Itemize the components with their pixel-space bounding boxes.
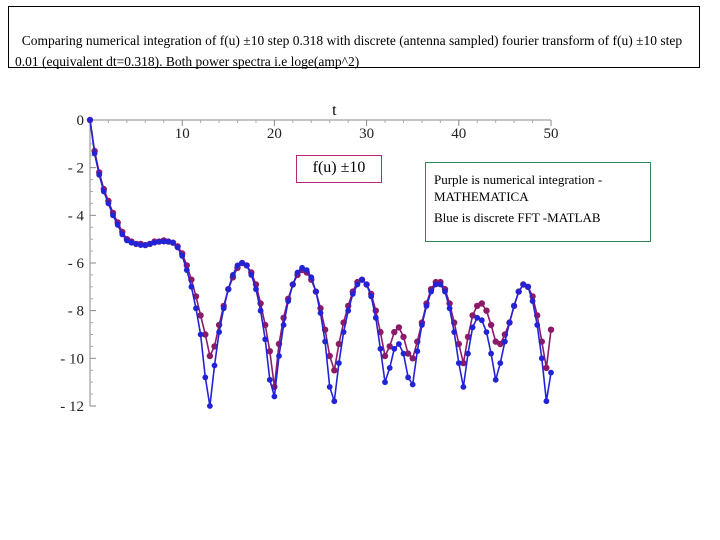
data-point xyxy=(387,365,393,371)
y-tick-label: - 10 xyxy=(60,351,84,368)
data-point xyxy=(267,377,273,383)
data-point xyxy=(391,346,397,352)
data-point xyxy=(396,341,402,347)
y-tick-label: - 8 xyxy=(67,303,84,320)
data-point xyxy=(419,322,425,328)
data-point xyxy=(212,363,218,369)
data-point xyxy=(341,329,347,335)
data-point xyxy=(198,332,204,338)
data-point xyxy=(359,277,365,283)
data-point xyxy=(368,294,374,300)
data-point xyxy=(516,289,522,295)
data-point xyxy=(345,308,351,314)
data-point xyxy=(336,360,342,366)
data-point xyxy=(110,212,116,218)
data-point xyxy=(410,382,416,388)
data-point xyxy=(465,351,471,357)
data-point xyxy=(96,172,102,178)
x-tick-label: 20 xyxy=(266,126,282,142)
data-point xyxy=(400,334,406,340)
y-tick-label: - 6 xyxy=(67,256,84,272)
data-point xyxy=(405,375,411,381)
y-tick-label: - 2 xyxy=(67,160,84,177)
data-point xyxy=(479,300,485,306)
data-point xyxy=(488,351,494,357)
data-point xyxy=(479,317,485,323)
data-point xyxy=(456,360,462,366)
data-point xyxy=(207,403,213,409)
data-point xyxy=(378,346,384,352)
legend-purple-text: Purple is numerical integration - MATHEMATICA xyxy=(434,172,603,204)
data-point xyxy=(539,355,545,361)
function-label-text: f(u) ±10 xyxy=(312,159,366,176)
data-point xyxy=(331,398,337,404)
data-point xyxy=(497,360,503,366)
data-point xyxy=(170,240,176,246)
function-label xyxy=(296,155,382,183)
data-point xyxy=(262,336,268,342)
data-point xyxy=(258,308,264,314)
data-point xyxy=(483,308,489,314)
data-point xyxy=(184,267,190,273)
data-point xyxy=(401,351,407,357)
data-point xyxy=(428,289,434,295)
data-point xyxy=(295,270,301,276)
data-point xyxy=(544,398,550,404)
data-point xyxy=(414,348,420,354)
data-point xyxy=(101,189,107,195)
data-point xyxy=(502,339,508,345)
data-point xyxy=(106,201,112,207)
chart-axes xyxy=(60,102,558,415)
data-point xyxy=(216,329,222,335)
data-point xyxy=(493,377,499,383)
data-point xyxy=(308,274,314,280)
data-point xyxy=(244,263,250,269)
data-point xyxy=(355,282,361,288)
data-point xyxy=(548,370,554,376)
data-point xyxy=(484,329,490,335)
data-point xyxy=(304,267,310,273)
data-point xyxy=(179,253,185,259)
data-point xyxy=(225,286,231,292)
data-point xyxy=(511,303,517,309)
data-point xyxy=(193,305,199,311)
data-point xyxy=(470,325,476,331)
data-point xyxy=(92,151,98,157)
data-point xyxy=(276,353,282,359)
data-point xyxy=(534,322,540,328)
data-point xyxy=(461,384,467,390)
data-point xyxy=(530,298,536,304)
y-tick-label: - 4 xyxy=(67,208,84,225)
data-point xyxy=(285,298,291,304)
data-point xyxy=(221,305,227,311)
data-point xyxy=(318,310,324,316)
data-point xyxy=(391,329,397,335)
data-point xyxy=(373,315,379,321)
y-tick-label: - 12 xyxy=(60,399,84,415)
data-point xyxy=(253,286,259,292)
data-point xyxy=(543,365,549,371)
legend-blue-text: Blue is discrete FFT -MATLAB xyxy=(434,210,601,225)
data-point xyxy=(230,272,236,278)
caption-text: Comparing numerical integration of f(u) ±10 step 0.318 with discrete (antenna sampled) fourier transform of f(u) ±10 step 0.01 (equivalent dt=0.318). Both power spectra i.e loge(amp^2) xyxy=(15,33,686,69)
data-point xyxy=(281,322,287,328)
data-point xyxy=(87,117,93,123)
data-point xyxy=(272,394,278,400)
data-point xyxy=(189,284,195,290)
data-point xyxy=(248,272,254,278)
x-tick-label: 10 xyxy=(174,126,190,142)
data-point xyxy=(382,379,388,385)
data-point xyxy=(207,353,213,359)
data-point xyxy=(488,322,494,328)
data-point xyxy=(364,282,370,288)
data-point xyxy=(410,355,416,361)
data-point xyxy=(507,320,513,326)
data-point xyxy=(313,289,319,295)
data-point xyxy=(438,282,444,288)
data-point xyxy=(525,284,531,290)
data-point xyxy=(115,222,121,228)
data-point xyxy=(350,291,356,297)
data-point xyxy=(331,367,337,373)
data-point xyxy=(322,339,328,345)
legend-box xyxy=(425,162,651,242)
data-point xyxy=(175,245,181,251)
data-point xyxy=(442,289,448,295)
x-tick-label: 40 xyxy=(451,126,467,142)
x-tick-label: 50 xyxy=(543,126,559,142)
data-point xyxy=(396,324,402,330)
data-point xyxy=(119,232,125,238)
data-point xyxy=(447,305,453,311)
x-tick-label: 30 xyxy=(359,126,375,142)
y-tick-label: 0 xyxy=(76,113,84,129)
x-axis-label: t xyxy=(332,102,337,119)
data-point xyxy=(202,375,208,381)
data-point xyxy=(290,282,296,288)
data-point xyxy=(382,353,388,359)
data-point xyxy=(451,329,457,335)
data-point xyxy=(327,384,333,390)
data-point xyxy=(548,327,554,333)
data-point xyxy=(424,303,430,309)
